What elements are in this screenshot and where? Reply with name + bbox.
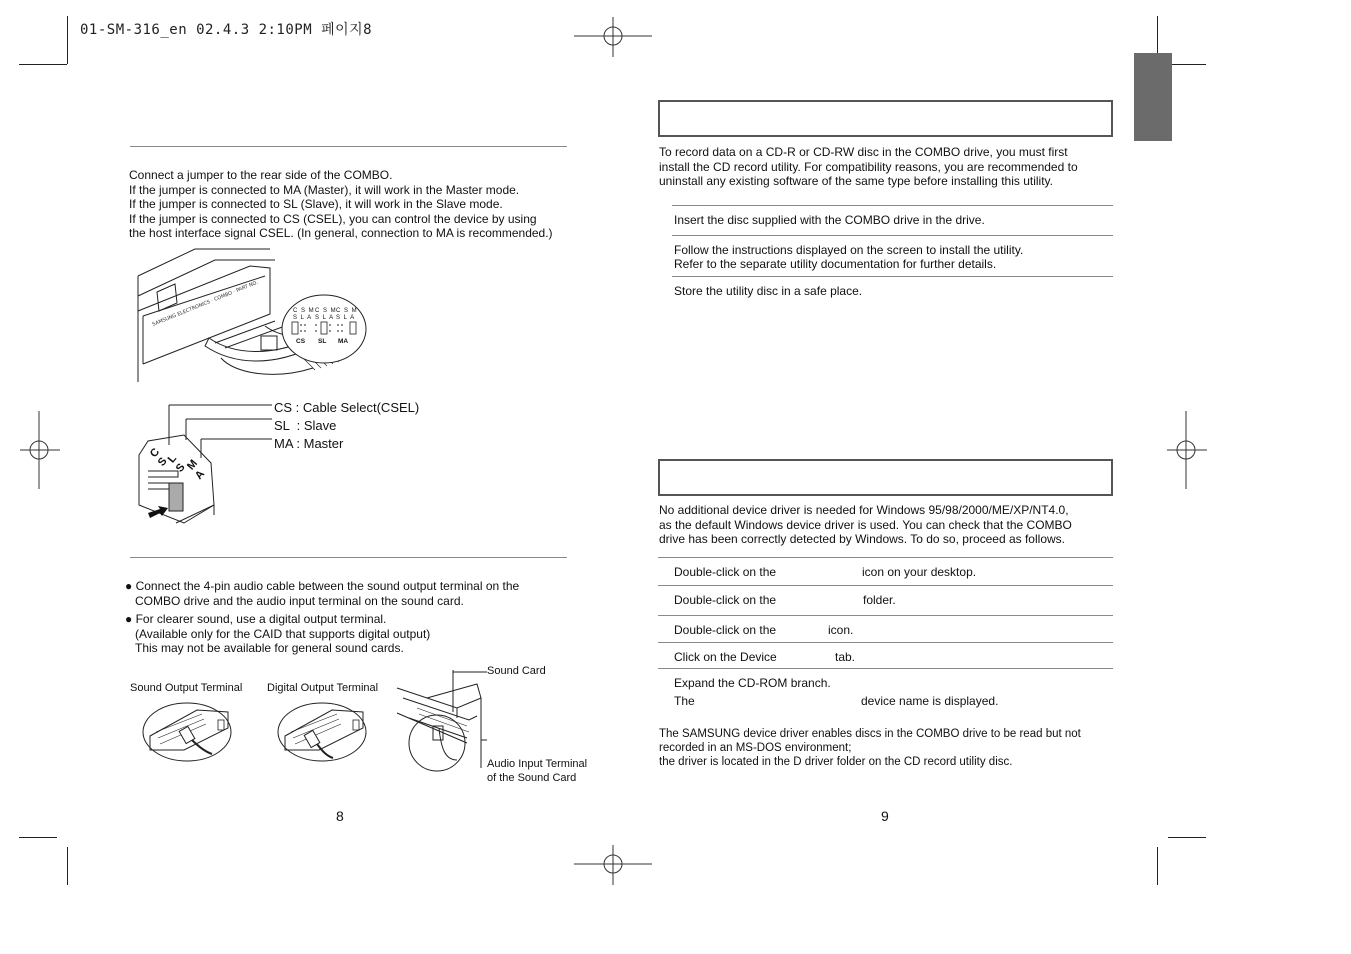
step-divider (672, 276, 1113, 277)
driver-intro (659, 503, 1072, 547)
jumper-detail-circle (280, 293, 370, 365)
crop-mark (19, 64, 67, 65)
record-step: Store the utility disc in a safe place. (674, 284, 863, 298)
bullet-text: (Available only for the CAID that supports digital output) (135, 626, 431, 641)
jumper-pin-label: S L A (315, 315, 335, 321)
driver-step-text: icon. (828, 623, 854, 637)
section-heading-box (658, 459, 1113, 496)
driver-step-text: Double-click on the (674, 565, 777, 579)
registration-mark (1167, 411, 1207, 489)
sound-card-illustration (397, 668, 489, 778)
text-line: the host interface signal CSEL. (In general, connection to MA is recommended.) (129, 226, 553, 240)
jumper-legend-cs: CS : Cable Select(CSEL) (274, 400, 420, 415)
jumper-pin-label: C S M (315, 308, 337, 314)
jumper-setting-label: SL (318, 338, 327, 345)
driver-step-text: icon on your desktop. (862, 565, 977, 579)
driver-step-text: Click on the Device (674, 650, 777, 664)
printer-slug: 01-SM-316_en 02.4.3 2:10PM 페이지8 (80, 22, 373, 38)
text-line: drive has been correctly detected by Windows. To do so, proceed as follows. (659, 532, 1065, 546)
registration-mark (574, 845, 652, 885)
jumper-letter: M (185, 457, 201, 473)
jumper-letter: S (173, 461, 188, 475)
crop-mark (67, 847, 68, 885)
bullet-text: COMBO drive and the audio input terminal on the sound card. (135, 593, 464, 608)
step-divider (672, 205, 1113, 206)
bullet-line: ● Connect the 4-pin audio cable between the sound output terminal on the (125, 579, 520, 593)
jumper-letter: A (192, 468, 208, 482)
text-line: Connect a jumper to the rear side of the COMBO. (129, 168, 393, 182)
record-step: Insert the disc supplied with the COMBO drive in the drive. (674, 213, 985, 227)
text-line: recorded in an MS-DOS environment; (659, 742, 852, 754)
driver-step-text: Double-click on the (674, 623, 777, 637)
step-divider (658, 557, 1113, 558)
record-step: Follow the instructions displayed on the screen to install the utility. (674, 243, 1024, 257)
jumper-pin-label: S L A (336, 315, 356, 321)
text-line: No additional device driver is needed for Windows 95/98/2000/ME/XP/NT4.0, (659, 503, 1069, 517)
text-line: To record data on a CD-R or CD-RW disc in the COMBO drive, you must first (659, 145, 1068, 159)
jumper-pin-label: C S M (293, 308, 315, 314)
digital-output-terminal-illustration (277, 702, 369, 762)
jumper-pin-label: C S M (336, 308, 358, 314)
text-line: uninstall any existing software of the same type before installing this utility. (659, 174, 1053, 188)
audio-input-label: of the Sound Card (487, 772, 577, 784)
section-tab (1134, 53, 1172, 141)
step-divider (672, 235, 1113, 236)
audio-bullet (125, 579, 519, 608)
driver-step-text: Expand the CD-ROM branch. (674, 676, 831, 690)
driver-note (659, 727, 1081, 769)
crop-mark (19, 837, 57, 838)
section-heading-box (658, 100, 1113, 137)
registration-mark (574, 17, 652, 57)
sound-output-terminal-illustration (142, 702, 234, 762)
bullet-line: ● For clearer sound, use a digital output terminal. (125, 612, 387, 626)
crop-mark (1157, 847, 1158, 885)
jumper-pin-label: S L A (293, 315, 313, 321)
jumper-letter: S (155, 455, 170, 469)
step-divider (658, 642, 1113, 643)
page-number: 9 (881, 808, 889, 824)
digital-output-label: Digital Output Terminal (267, 682, 379, 694)
jumper-instructions (129, 168, 553, 241)
section-rule (130, 557, 567, 558)
jumper-letter: C (147, 446, 163, 460)
step-divider (658, 615, 1113, 616)
audio-input-label: Audio Input Terminal (487, 758, 588, 770)
text-line: the driver is located in the D driver folder on the CD record utility disc. (659, 756, 1013, 768)
bullet-text: Connect the 4-pin audio cable between the sound output terminal on the (135, 579, 520, 593)
audio-bullet (125, 612, 430, 656)
text-line: install the CD record utility. For compatibility reasons, you are recommended to (659, 159, 1078, 174)
crop-mark (1168, 837, 1206, 838)
jumper-setting-label: MA (338, 338, 349, 345)
section-rule (130, 146, 567, 147)
text-line: If the jumper is connected to SL (Slave), it will work in the Slave mode. (129, 197, 503, 211)
svg-text:SAMSUNG ELECTRONICS · COMBO ·: SAMSUNG ELECTRONICS · COMBO · PART NO. (151, 279, 259, 328)
bullet-text: For clearer sound, use a digital output terminal. (135, 612, 387, 626)
jumper-setting-label: CS (296, 338, 306, 345)
record-step: Refer to the separate utility documentation for further details. (674, 257, 997, 271)
driver-step-text: device name is displayed. (861, 694, 999, 708)
jumper-legend-ma: MA : Master (274, 436, 344, 451)
text-line: as the default Windows device driver is used. You can check that the COMBO (659, 517, 1072, 532)
text-line: The SAMSUNG device driver enables discs in the COMBO drive to be read but not (659, 728, 1081, 740)
jumper-block-illustration (136, 405, 276, 525)
jumper-letter: L (165, 452, 180, 466)
crop-mark (67, 16, 68, 64)
bullet-text: This may not be available for general sound cards. (135, 641, 404, 655)
record-intro (659, 145, 1078, 189)
jumper-legend-sl: SL : Slave (274, 418, 337, 433)
driver-step-text: folder. (863, 593, 896, 607)
text-line: If the jumper is connected to CS (CSEL), you can control the device by using (129, 211, 537, 226)
sound-card-label: Sound Card (487, 665, 546, 677)
page-number: 8 (336, 808, 344, 824)
step-divider (658, 668, 1113, 669)
step-divider (658, 585, 1113, 586)
driver-step-text: The (674, 694, 695, 708)
driver-step-text: tab. (835, 650, 856, 664)
driver-step-text: Double-click on the (674, 593, 777, 607)
sound-output-label: Sound Output Terminal (130, 682, 243, 694)
text-line: If the jumper is connected to MA (Master), it will work in the Master mode. (129, 182, 520, 197)
registration-mark (20, 411, 60, 489)
